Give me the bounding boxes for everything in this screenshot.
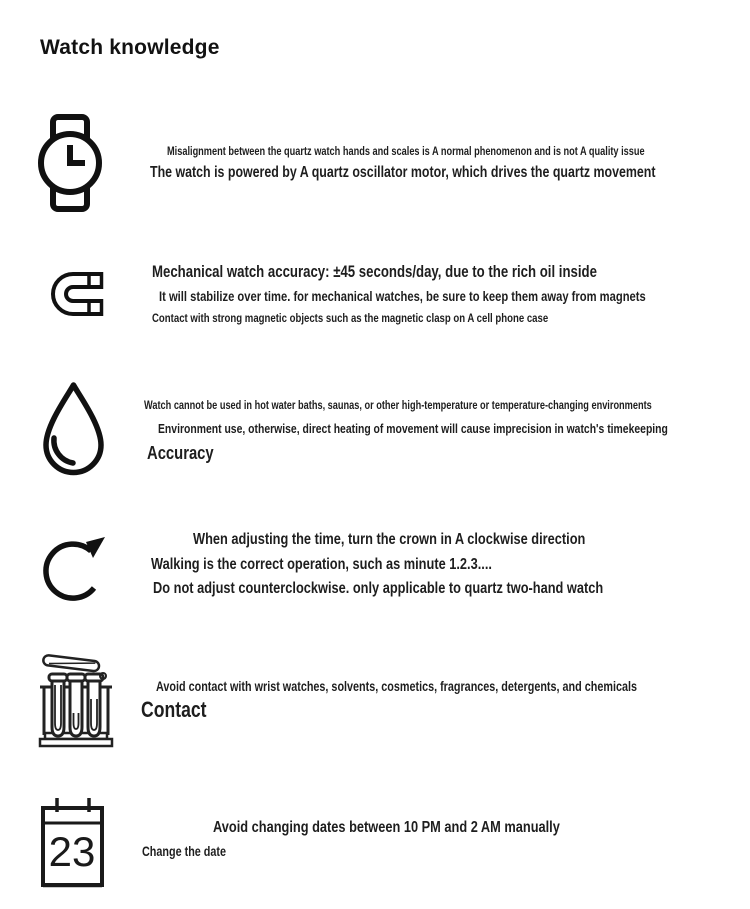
note-line: The watch is powered by A quartz oscillator motor, which drives the quartz movement bbox=[150, 164, 656, 181]
section-label: Accuracy bbox=[147, 442, 214, 463]
magnet-icon bbox=[42, 266, 106, 327]
note-line: Avoid changing dates between 10 PM and 2 AM manually bbox=[213, 819, 560, 836]
note-line: Avoid contact with wrist watches, solvents, cosmetics, fragrances, detergents, and chemicals bbox=[156, 679, 637, 694]
calendar-icon bbox=[39, 795, 106, 894]
rotate-clockwise-icon bbox=[41, 526, 109, 614]
note-line: Do not adjust counterclockwise. only applicable to quartz two-hand watch bbox=[153, 580, 604, 597]
water-drop-icon bbox=[37, 380, 110, 485]
note-line: Contact with strong magnetic objects such as the magnetic clasp on A cell phone case bbox=[152, 311, 549, 325]
calendar-day-number: 23 bbox=[48, 828, 96, 875]
test-tubes-icon bbox=[37, 647, 115, 754]
page-title: Watch knowledge bbox=[40, 36, 220, 59]
note-line: It will stabilize over time. for mechanical watches, be sure to keep them away from magnets bbox=[159, 288, 646, 304]
note-line: Watch cannot be used in hot water baths, saunas, or other high-temperature or temperature-changing environments bbox=[144, 400, 652, 412]
note-line: Environment use, otherwise, direct heating of movement will cause imprecision in watch's timekeeping bbox=[158, 421, 668, 436]
note-line: Misalignment between the quartz watch hands and scales is A normal phenomenon and is not A quality issue bbox=[167, 146, 645, 158]
note-line: Change the date bbox=[142, 844, 227, 859]
note-line: Walking is the correct operation, such as minute 1.2.3.... bbox=[151, 556, 492, 573]
wristwatch-icon bbox=[34, 113, 106, 218]
section-label: Contact bbox=[141, 697, 207, 722]
note-line: When adjusting the time, turn the crown in A clockwise direction bbox=[193, 531, 586, 548]
note-line: Mechanical watch accuracy: ±45 seconds/day, due to the rich oil inside bbox=[152, 263, 597, 281]
